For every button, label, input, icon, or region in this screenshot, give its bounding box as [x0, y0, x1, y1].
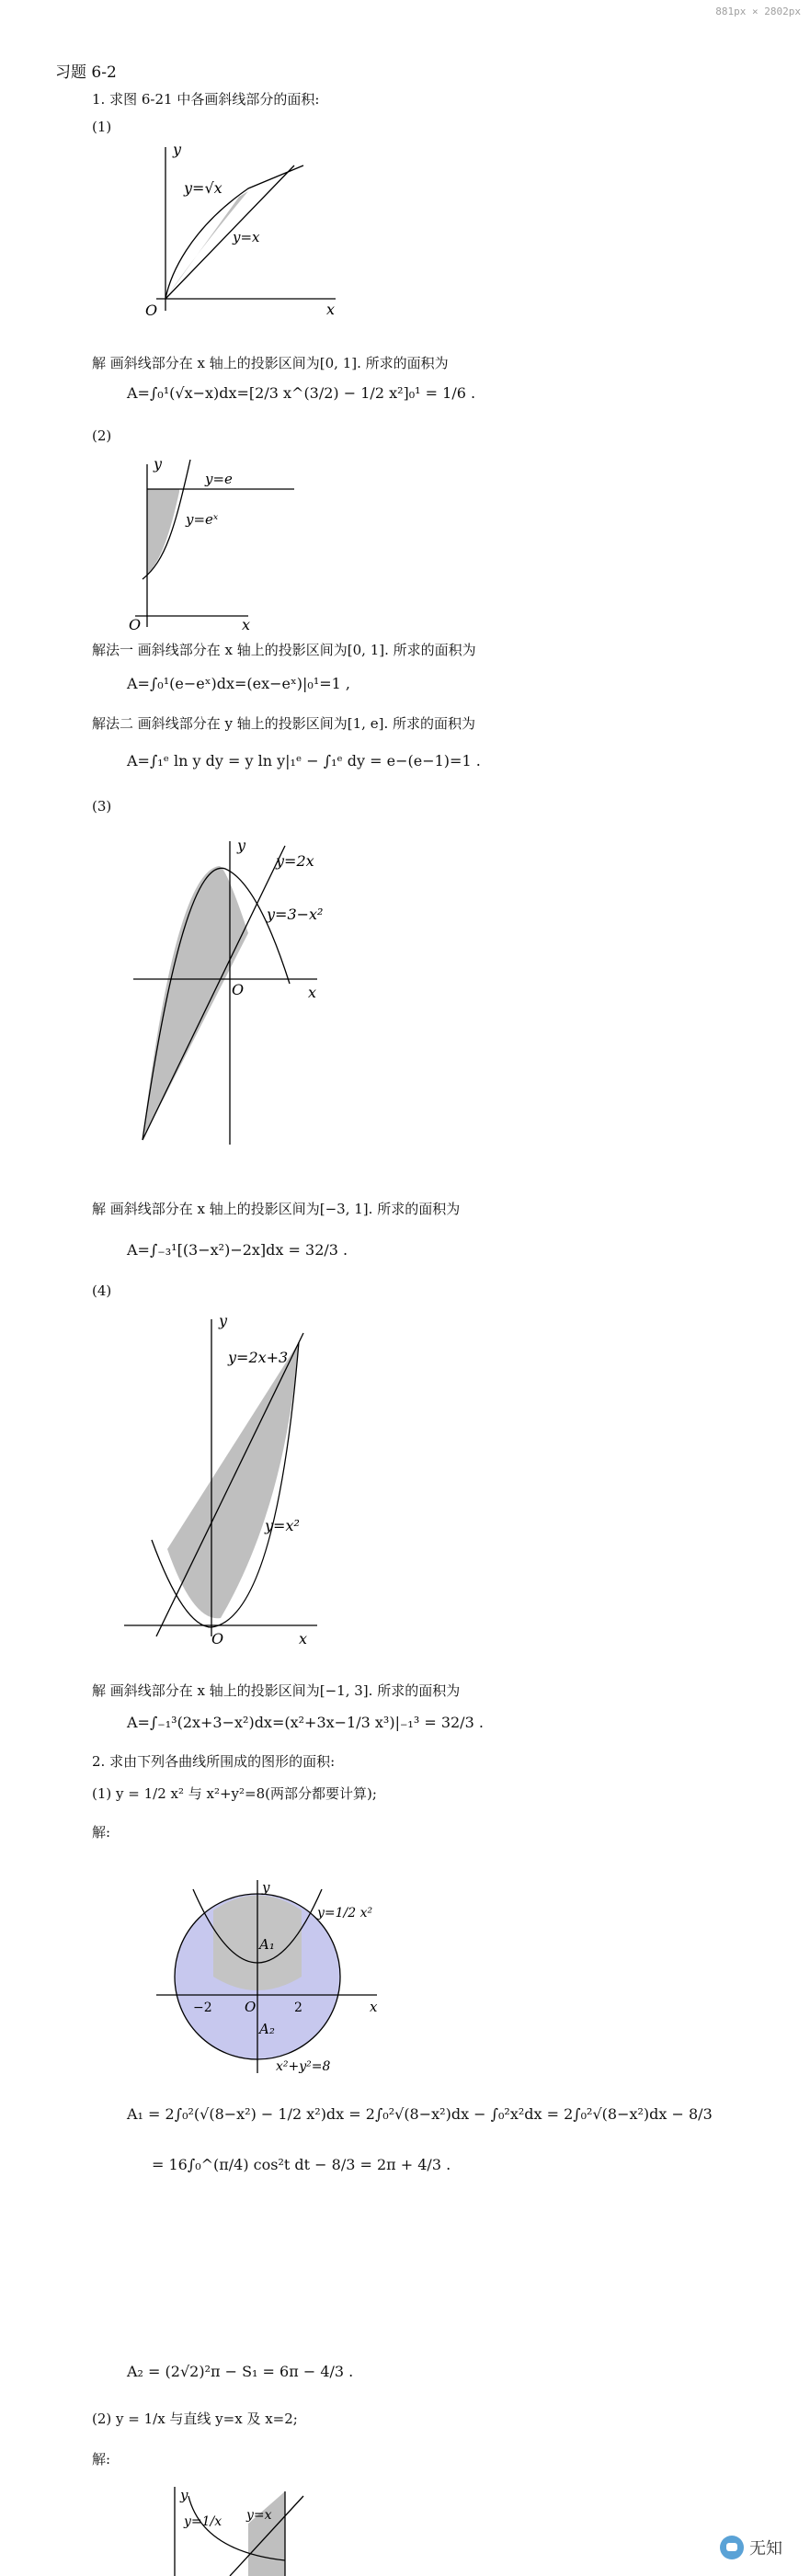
dimension-label: 881px × 2802px: [715, 6, 801, 17]
figure-1: [138, 138, 349, 322]
watermark-text: 无知: [749, 2539, 782, 2559]
fig4-x-label: x: [299, 1630, 308, 1647]
fig3-origin: O: [232, 981, 245, 998]
fig1-line-label: y=x: [233, 229, 260, 245]
fig5-region-a2: A₂: [259, 2021, 275, 2037]
q2-part1: (1) y = 1/2 x² 与 x²+y²=8(两部分都要计算);: [92, 1785, 377, 1802]
fig6-hyperbola-label: y=1/x: [184, 2514, 222, 2529]
q1-part1-label: (1): [92, 119, 112, 135]
page-heading: 习题 6-2: [55, 63, 117, 82]
q1-part3-solution: 解 画斜线部分在 x 轴上的投影区间为[−3, 1]. 所求的面积为: [92, 1201, 461, 1217]
q2-part1-formula3: A₂ = (2√2)²π − S₁ = 6π − 4/3 .: [127, 2363, 354, 2380]
q1-part4-solution: 解 画斜线部分在 x 轴上的投影区间为[−1, 3]. 所求的面积为: [92, 1682, 461, 1699]
q2-title: 2. 求由下列各曲线所围成的图形的面积:: [92, 1753, 336, 1770]
fig3-x-label: x: [308, 984, 317, 1001]
fig2-curve-label: y=eˣ: [186, 511, 219, 528]
q2-part1-formula1: A₁ = 2∫₀²(√(8−x²) − 1/2 x²)dx = 2∫₀²√(8−x²)dx − ∫₀²x²dx = 2∫₀²√(8−x²)dx − 8/3: [127, 2105, 713, 2123]
q1-part1-formula: A=∫₀¹(√x−x)dx=[2/3 x^(3/2) − 1/2 x²]₀¹ = 1/6 .: [127, 384, 476, 402]
fig3-parabola-label: y=3−x²: [267, 906, 324, 923]
q1-part2-formula2: A=∫₁ᵉ ln y dy = y ln y|₁ᵉ − ∫₁ᵉ dy = e−(e−1)=1 .: [127, 752, 481, 769]
fig1-y-label: y: [173, 141, 182, 158]
q1-part4-formula: A=∫₋₁³(2x+3−x²)dx=(x²+3x−1/3 x³)|₋₁³ = 32/3 .: [127, 1714, 484, 1731]
watermark: [720, 2536, 782, 2559]
fig2-y-label: y: [154, 455, 163, 473]
q1-part2-solution2: 解法二 画斜线部分在 y 轴上的投影区间为[1, e]. 所求的面积为: [92, 715, 475, 732]
fig5-y-label: y: [262, 1879, 270, 1896]
fig6-y-label: y: [180, 2487, 188, 2503]
fig6-shaded: [248, 2491, 285, 2576]
fig5-tick-neg2: −2: [193, 2000, 212, 2015]
fig3-shaded: [143, 866, 248, 1140]
fig3-line-label: y=2x: [276, 852, 314, 870]
q2-part2-solution: 解:: [92, 2451, 111, 2468]
figure-3: [129, 827, 340, 1149]
q1-part4-label: (4): [92, 1282, 112, 1299]
fig2-origin: O: [129, 616, 142, 633]
q1-title: 1. 求图 6-21 中各画斜线部分的面积:: [92, 91, 320, 108]
fig5-tick-2: 2: [294, 2000, 302, 2015]
fig5-parabola-label: y=1/2 x²: [317, 1906, 373, 1921]
q2-part2: (2) y = 1/x 与直线 y=x 及 x=2;: [92, 2411, 298, 2427]
q1-part3-formula: A=∫₋₃¹[(3−x²)−2x]dx = 32/3 .: [127, 1241, 348, 1259]
q2-part1-solution: 解:: [92, 1824, 111, 1841]
q1-part2-label: (2): [92, 427, 112, 444]
fig4-y-label: y: [219, 1312, 228, 1329]
fig5-x-label: x: [370, 1999, 378, 2015]
fig1-origin: O: [145, 302, 158, 319]
q1-part3-label: (3): [92, 798, 112, 815]
fig4-line-label: y=2x+3: [228, 1349, 289, 1366]
q1-part1-solution: 解 画斜线部分在 x 轴上的投影区间为[0, 1]. 所求的面积为: [92, 355, 449, 371]
fig2-shaded: [147, 489, 179, 575]
figure-6: [138, 2487, 322, 2576]
top-bar: [0, 0, 810, 18]
figure-5: [156, 1875, 395, 2078]
fig5-circle-label: x²+y²=8: [276, 2059, 331, 2074]
q2-part1-formula2: = 16∫₀^(π/4) cos²t dt − 8/3 = 2π + 4/3 .: [152, 2156, 451, 2173]
fig2-x-label: x: [242, 616, 251, 633]
fig1-x-label: x: [326, 301, 336, 318]
fig1-curve-label: y=√x: [184, 179, 222, 197]
fig4-origin: O: [211, 1630, 224, 1647]
fig2-line-label: y=e: [205, 471, 233, 487]
fig5-origin: O: [245, 1999, 257, 2015]
q1-part2-solution1: 解法一 画斜线部分在 x 轴上的投影区间为[0, 1]. 所求的面积为: [92, 642, 476, 658]
fig4-parabola-label: y=x²: [265, 1517, 300, 1534]
figure-2: [124, 450, 308, 634]
q1-part2-formula1: A=∫₀¹(e−eˣ)dx=(ex−eˣ)|₀¹=1 ,: [127, 675, 351, 692]
wechat-icon: [720, 2536, 744, 2559]
fig6-line-label: y=x: [246, 2508, 272, 2523]
fig3-y-label: y: [237, 837, 246, 854]
figure-4: [120, 1305, 340, 1655]
fig5-region-a1: A₁: [259, 1936, 275, 1953]
